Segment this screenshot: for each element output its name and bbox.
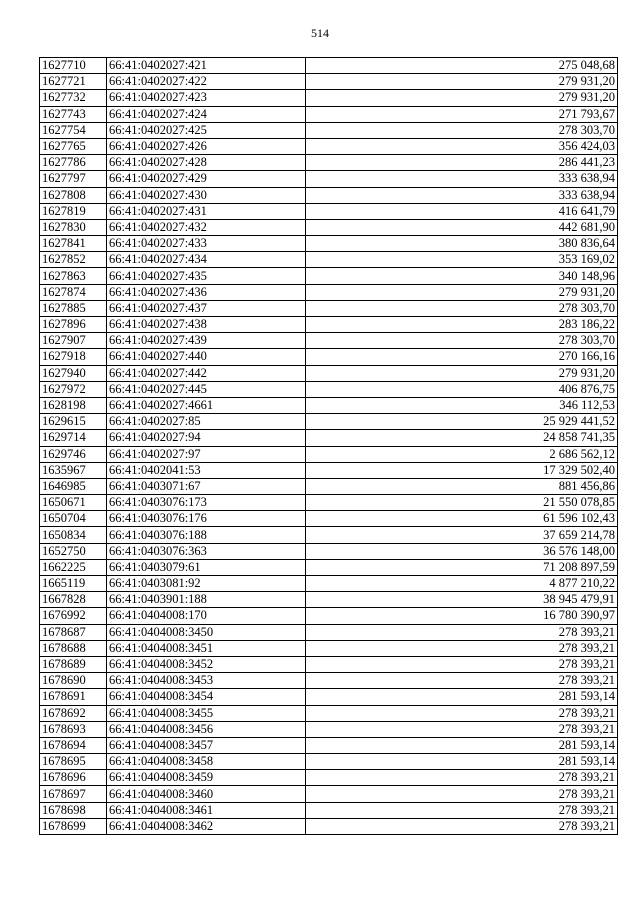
record-id-cell: 1676992 (40, 608, 107, 624)
record-id-cell: 1629746 (40, 446, 107, 462)
record-id-cell: 1678698 (40, 802, 107, 818)
record-id-cell: 1678687 (40, 624, 107, 640)
table-row (40, 656, 618, 672)
record-id-cell: 1678692 (40, 705, 107, 721)
record-id-cell: 1627863 (40, 268, 107, 284)
cadastral-value-cell: 278 393,21 (306, 656, 618, 672)
table-row (40, 802, 618, 818)
record-id-cell: 1678694 (40, 737, 107, 753)
record-id-cell: 1678695 (40, 754, 107, 770)
cadastral-number-cell: 66:41:0402027:433 (107, 236, 306, 252)
record-id-cell: 1627797 (40, 171, 107, 187)
cadastral-number-cell: 66:41:0402027:426 (107, 138, 306, 154)
table-row (40, 155, 618, 171)
cadastral-value-cell: 279 931,20 (306, 74, 618, 90)
table-row (40, 187, 618, 203)
cadastral-value-cell: 416 641,79 (306, 203, 618, 219)
table-row (40, 252, 618, 268)
cadastral-number-cell: 66:41:0402027:4661 (107, 397, 306, 413)
table-row (40, 495, 618, 511)
cadastral-value-cell: 278 393,21 (306, 705, 618, 721)
cadastral-number-cell: 66:41:0403076:173 (107, 495, 306, 511)
record-id-cell: 1678693 (40, 721, 107, 737)
record-id-cell: 1627896 (40, 317, 107, 333)
record-id-cell: 1628198 (40, 397, 107, 413)
cadastral-number-cell: 66:41:0404008:3461 (107, 802, 306, 818)
table-row (40, 559, 618, 575)
table-row (40, 268, 618, 284)
cadastral-value-cell: 881 456,86 (306, 478, 618, 494)
table-row (40, 705, 618, 721)
table-row (40, 122, 618, 138)
cadastral-value-cell: 270 166,16 (306, 349, 618, 365)
table-body (40, 58, 618, 835)
record-id-cell: 1627732 (40, 90, 107, 106)
cadastral-value-cell: 340 148,96 (306, 268, 618, 284)
cadastral-number-cell: 66:41:0402027:442 (107, 365, 306, 381)
cadastral-value-cell: 278 393,21 (306, 721, 618, 737)
cadastral-value-table (39, 57, 618, 835)
cadastral-number-cell: 66:41:0402027:94 (107, 430, 306, 446)
cadastral-number-cell: 66:41:0403081:92 (107, 576, 306, 592)
cadastral-value-cell: 38 945 479,91 (306, 592, 618, 608)
cadastral-number-cell: 66:41:0404008:3450 (107, 624, 306, 640)
table-row (40, 349, 618, 365)
cadastral-value-cell: 281 593,14 (306, 689, 618, 705)
record-id-cell: 1665119 (40, 576, 107, 592)
record-id-cell: 1678689 (40, 656, 107, 672)
cadastral-value-cell: 25 929 441,52 (306, 414, 618, 430)
table-row (40, 462, 618, 478)
record-id-cell: 1678696 (40, 770, 107, 786)
table-row (40, 171, 618, 187)
page-number: 514 (311, 26, 329, 40)
record-id-cell: 1627830 (40, 219, 107, 235)
cadastral-number-cell: 66:41:0402027:421 (107, 58, 306, 74)
cadastral-value-cell: 279 931,20 (306, 284, 618, 300)
cadastral-value-cell: 278 393,21 (306, 770, 618, 786)
record-id-cell: 1627852 (40, 252, 107, 268)
cadastral-number-cell: 66:41:0402027:432 (107, 219, 306, 235)
table-row (40, 317, 618, 333)
cadastral-number-cell: 66:41:0402027:439 (107, 333, 306, 349)
cadastral-value-cell: 283 186,22 (306, 317, 618, 333)
cadastral-value-cell: 16 780 390,97 (306, 608, 618, 624)
cadastral-number-cell: 66:41:0404008:3454 (107, 689, 306, 705)
record-id-cell: 1627754 (40, 122, 107, 138)
cadastral-number-cell: 66:41:0403071:67 (107, 478, 306, 494)
record-id-cell: 1678691 (40, 689, 107, 705)
record-id-cell: 1629714 (40, 430, 107, 446)
cadastral-number-cell: 66:41:0402027:85 (107, 414, 306, 430)
cadastral-value-cell: 61 596 102,43 (306, 511, 618, 527)
cadastral-value-cell: 37 659 214,78 (306, 527, 618, 543)
cadastral-value-cell: 279 931,20 (306, 90, 618, 106)
table-row (40, 414, 618, 430)
cadastral-value-cell: 36 576 148,00 (306, 543, 618, 559)
cadastral-value-cell: 278 393,21 (306, 786, 618, 802)
cadastral-number-cell: 66:41:0402027:436 (107, 284, 306, 300)
cadastral-number-cell: 66:41:0404008:3455 (107, 705, 306, 721)
cadastral-value-cell: 21 550 078,85 (306, 495, 618, 511)
record-id-cell: 1627885 (40, 300, 107, 316)
record-id-cell: 1629615 (40, 414, 107, 430)
cadastral-number-cell: 66:41:0402027:434 (107, 252, 306, 268)
record-id-cell: 1650704 (40, 511, 107, 527)
table-row (40, 300, 618, 316)
cadastral-value-cell: 275 048,68 (306, 58, 618, 74)
table-row (40, 576, 618, 592)
cadastral-number-cell: 66:41:0402027:445 (107, 381, 306, 397)
cadastral-value-cell: 442 681,90 (306, 219, 618, 235)
cadastral-number-cell: 66:41:0402027:431 (107, 203, 306, 219)
cadastral-number-cell: 66:41:0402027:437 (107, 300, 306, 316)
table-row (40, 106, 618, 122)
record-id-cell: 1627918 (40, 349, 107, 365)
record-id-cell: 1650671 (40, 495, 107, 511)
cadastral-value-cell: 278 303,70 (306, 333, 618, 349)
cadastral-number-cell: 66:41:0402027:430 (107, 187, 306, 203)
cadastral-value-cell: 17 329 502,40 (306, 462, 618, 478)
record-id-cell: 1627940 (40, 365, 107, 381)
table-row (40, 74, 618, 90)
cadastral-value-cell: 279 931,20 (306, 365, 618, 381)
cadastral-number-cell: 66:41:0403901:188 (107, 592, 306, 608)
cadastral-value-cell: 71 208 897,59 (306, 559, 618, 575)
table-row (40, 284, 618, 300)
table-row (40, 478, 618, 494)
record-id-cell: 1627721 (40, 74, 107, 90)
table-row (40, 689, 618, 705)
cadastral-value-cell: 278 393,21 (306, 640, 618, 656)
cadastral-number-cell: 66:41:0402027:424 (107, 106, 306, 122)
table-row (40, 818, 618, 834)
record-id-cell: 1667828 (40, 592, 107, 608)
table-row (40, 219, 618, 235)
table-row (40, 770, 618, 786)
cadastral-number-cell: 66:41:0404008:3460 (107, 786, 306, 802)
record-id-cell: 1627874 (40, 284, 107, 300)
record-id-cell: 1650834 (40, 527, 107, 543)
cadastral-number-cell: 66:41:0402027:425 (107, 122, 306, 138)
record-id-cell: 1627841 (40, 236, 107, 252)
table-row (40, 333, 618, 349)
cadastral-value-cell: 281 593,14 (306, 754, 618, 770)
record-id-cell: 1627907 (40, 333, 107, 349)
record-id-cell: 1627808 (40, 187, 107, 203)
cadastral-number-cell: 66:41:0402027:429 (107, 171, 306, 187)
cadastral-value-cell: 24 858 741,35 (306, 430, 618, 446)
cadastral-value-cell: 4 877 210,22 (306, 576, 618, 592)
cadastral-value-cell: 286 441,23 (306, 155, 618, 171)
cadastral-value-cell: 278 393,21 (306, 802, 618, 818)
cadastral-number-cell: 66:41:0404008:170 (107, 608, 306, 624)
cadastral-value-cell: 278 393,21 (306, 673, 618, 689)
cadastral-number-cell: 66:41:0402027:428 (107, 155, 306, 171)
record-id-cell: 1627972 (40, 381, 107, 397)
cadastral-value-cell: 278 393,21 (306, 624, 618, 640)
cadastral-value-cell: 2 686 562,12 (306, 446, 618, 462)
record-id-cell: 1627743 (40, 106, 107, 122)
record-id-cell: 1678688 (40, 640, 107, 656)
cadastral-number-cell: 66:41:0402027:422 (107, 74, 306, 90)
cadastral-value-cell: 278 303,70 (306, 122, 618, 138)
cadastral-value-cell: 278 303,70 (306, 300, 618, 316)
table-row (40, 511, 618, 527)
table-row (40, 754, 618, 770)
record-id-cell: 1635967 (40, 462, 107, 478)
cadastral-value-cell: 333 638,94 (306, 187, 618, 203)
cadastral-number-cell: 66:41:0402027:440 (107, 349, 306, 365)
table-row (40, 640, 618, 656)
table-row (40, 737, 618, 753)
table-row (40, 236, 618, 252)
table-row (40, 608, 618, 624)
record-id-cell: 1627765 (40, 138, 107, 154)
cadastral-value-cell: 281 593,14 (306, 737, 618, 753)
cadastral-number-cell: 66:41:0404008:3458 (107, 754, 306, 770)
cadastral-number-cell: 66:41:0403076:188 (107, 527, 306, 543)
table-row (40, 543, 618, 559)
table-row (40, 721, 618, 737)
record-id-cell: 1627786 (40, 155, 107, 171)
table-row (40, 673, 618, 689)
record-id-cell: 1627710 (40, 58, 107, 74)
record-id-cell: 1646985 (40, 478, 107, 494)
cadastral-number-cell: 66:41:0402027:438 (107, 317, 306, 333)
cadastral-number-cell: 66:41:0404008:3456 (107, 721, 306, 737)
record-id-cell: 1652750 (40, 543, 107, 559)
cadastral-value-cell: 356 424,03 (306, 138, 618, 154)
cadastral-value-cell: 406 876,75 (306, 381, 618, 397)
cadastral-number-cell: 66:41:0403076:363 (107, 543, 306, 559)
cadastral-number-cell: 66:41:0404008:3457 (107, 737, 306, 753)
cadastral-number-cell: 66:41:0403076:176 (107, 511, 306, 527)
table-row (40, 138, 618, 154)
cadastral-value-cell: 380 836,64 (306, 236, 618, 252)
table-row (40, 592, 618, 608)
record-id-cell: 1678697 (40, 786, 107, 802)
table-row (40, 430, 618, 446)
table-row (40, 58, 618, 74)
cadastral-number-cell: 66:41:0404008:3453 (107, 673, 306, 689)
cadastral-value-cell: 333 638,94 (306, 171, 618, 187)
cadastral-value-cell: 278 393,21 (306, 818, 618, 834)
record-id-cell: 1678699 (40, 818, 107, 834)
table-row (40, 786, 618, 802)
cadastral-number-cell: 66:41:0402027:435 (107, 268, 306, 284)
cadastral-value-cell: 346 112,53 (306, 397, 618, 413)
cadastral-number-cell: 66:41:0402041:53 (107, 462, 306, 478)
table-row (40, 365, 618, 381)
table-row (40, 446, 618, 462)
table-row (40, 397, 618, 413)
cadastral-number-cell: 66:41:0404008:3451 (107, 640, 306, 656)
table-row (40, 527, 618, 543)
cadastral-number-cell: 66:41:0403079:61 (107, 559, 306, 575)
record-id-cell: 1662225 (40, 559, 107, 575)
table-row (40, 381, 618, 397)
record-id-cell: 1627819 (40, 203, 107, 219)
cadastral-value-cell: 353 169,02 (306, 252, 618, 268)
cadastral-number-cell: 66:41:0404008:3459 (107, 770, 306, 786)
cadastral-number-cell: 66:41:0404008:3462 (107, 818, 306, 834)
cadastral-number-cell: 66:41:0402027:97 (107, 446, 306, 462)
table-row (40, 203, 618, 219)
cadastral-number-cell: 66:41:0402027:423 (107, 90, 306, 106)
cadastral-value-cell: 271 793,67 (306, 106, 618, 122)
table-row (40, 624, 618, 640)
table-row (40, 90, 618, 106)
cadastral-number-cell: 66:41:0404008:3452 (107, 656, 306, 672)
record-id-cell: 1678690 (40, 673, 107, 689)
